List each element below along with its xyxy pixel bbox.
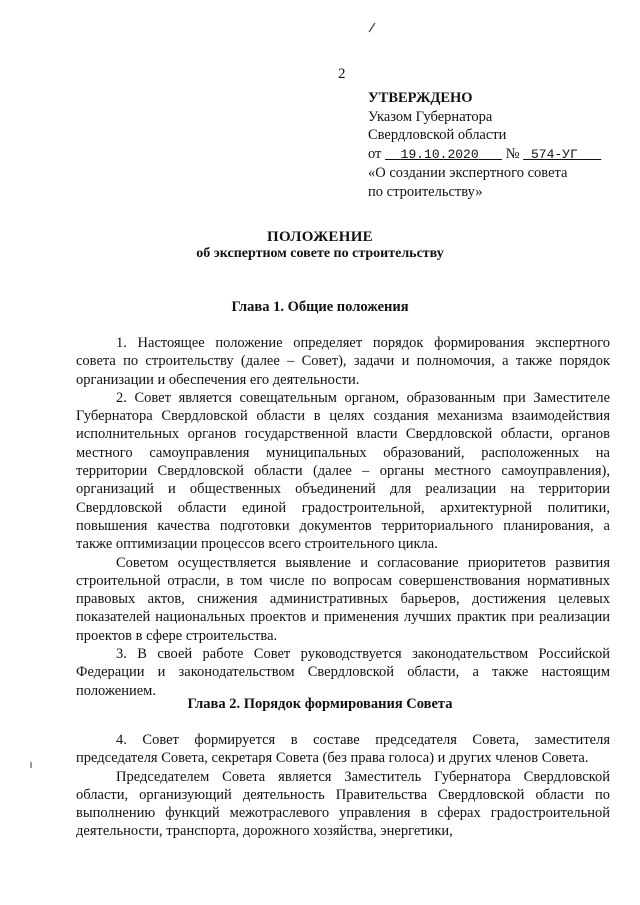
document-title: ПОЛОЖЕНИЕ bbox=[267, 229, 373, 245]
date-prefix: от bbox=[368, 145, 382, 162]
paragraph: 1. Настоящее положение определяет порядок формирования экспертного совета по строительству (далее – Совет), задачи и полномочия, а также порядок организации и обеспечения его деятельности. bbox=[76, 335, 610, 388]
approval-date-line bbox=[368, 145, 601, 165]
chapter1-heading: Глава 1. Общие положения bbox=[231, 299, 409, 315]
scan-artifact bbox=[30, 762, 32, 768]
number-prefix: № bbox=[505, 145, 520, 162]
document-subtitle: об экспертном совете по строительству bbox=[196, 246, 444, 261]
approval-line2: Свердловской области bbox=[368, 127, 507, 143]
paragraph: Советом осуществляется выявление и согласование приоритетов развития строительной отрасли, в том числе по вопросам совершенствования нормативных правовых актов, снижения административных барьеров, достижения целевых показателей национальных проектов и применения лучших практик при реализации проектов в сфере строительства. bbox=[76, 554, 610, 644]
pen-mark-icon bbox=[367, 20, 377, 34]
page-number: 2 bbox=[338, 66, 346, 82]
chapter2-body bbox=[76, 731, 610, 841]
paragraph: 4. Совет формируется в составе председателя Совета, заместителя председателя Совета, секретаря Совета (без права голоса) и других членов Совета. bbox=[76, 732, 610, 767]
paragraph: 3. В своей работе Совет руководствуется законодательством Российской Федерации и законодательством Свердловской области, а также настоящим положением. bbox=[76, 646, 610, 699]
approval-subject-line1: «О создании экспертного совета bbox=[368, 165, 568, 181]
paragraph: 2. Совет является совещательным органом, образованным при Заместителе Губернатора Свердловской области в целях создания механизма взаимодействия исполнительных органов государственной власти Свердловской области, органов местного самоуправления муниципальных образований, расположенных на территории Свердловской области (далее – органы местного самоуправления), организаций и общественных объединений для реализации на территории Свердловской области единой градостроительной, архитектурной политики, повышения качества подготовки документов территориального планирования, а также оптимизации процессов всего строительного цикла. bbox=[76, 389, 610, 553]
number-value: 574-УГ bbox=[530, 146, 578, 162]
approval-line1: Указом Губернатора bbox=[368, 108, 493, 125]
approval-heading: УТВЕРЖДЕНО bbox=[368, 90, 473, 106]
approval-stamp bbox=[368, 89, 601, 201]
date-value: 19.10.2020 bbox=[400, 146, 479, 162]
paragraph: Председателем Совета является Заместитель Губернатора Свердловской области, организующий деятельность Правительства Свердловской области по выполнению функций межотраслевого управления в сферах градостроительной деятельности, транспорта, дорожного хозяйства, энергетики, bbox=[76, 768, 610, 840]
chapter1-body bbox=[76, 334, 610, 700]
approval-subject-line2: по строительству» bbox=[368, 183, 483, 200]
chapter2-heading: Глава 2. Порядок формирования Совета bbox=[187, 696, 453, 712]
